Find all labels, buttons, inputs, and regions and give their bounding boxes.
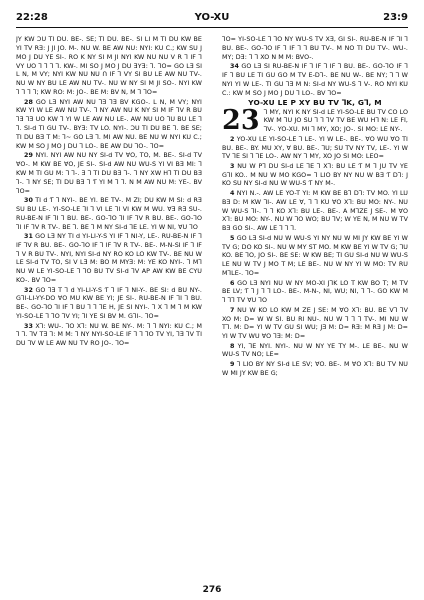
verse-number: 7 (230, 306, 235, 314)
running-header (16, 12, 408, 26)
verse-text: YO-XU LE YI-SO-LE ꓶ LE-. YI W LE-. BE-. ꓯO WU ꓯO TI BU. BE-. BY. MU XY, ꓯ BU. BE-. ꓶU; SU TV NY TV, LE-. YI W TV ꓶE SI ꓶ ꓶE LO-. AW NY ꓶ MY, XO JO SI MO: LEO= (222, 135, 408, 161)
verse-text: GO LƎ SI RU-BE-N IF ꓶ IF ꓶ IF ꓶ BU. BE-. GO-ꓶO IF ꓶ IF ꓶ BU LE TI GU GO M TV E-Dꓶ-. BE NU W-. BE NY; ꓶ ꓶ W NYI YI W LE-. TI GU ꓶƎ M N: SI-d NY WU-S ꓶ V-. RO NYI KU C.: KW M SO J MO J DU ꓶ LO-. BV ꓶO= (222, 63, 408, 97)
verse-paragraph (222, 190, 408, 234)
verse-number: 34 (230, 63, 239, 71)
verse-paragraph (222, 343, 408, 361)
verse-number: 9 (230, 360, 235, 368)
verse-paragraph (222, 163, 408, 190)
header-book-title: YO-XU (194, 12, 230, 23)
verse-text: YI, ꓶE NYI. NYI-. NU W NY YE TY M-. LE BE-. NU W WU-S TV NO; LE= (222, 342, 408, 359)
verse-paragraph (222, 136, 408, 163)
verse-paragraph (222, 235, 408, 279)
verse-text: NYI. NYI AW NU NY SI-d TV ꓯO, TO, M. BE-. SI-d TV ꓯO-. M KW BE ꓯO, JE SI-. SI-d AW NU WU-S YI VI BƎ MI: ꓶ KW M TI GU M: ꓶ ꓶ-. Ǝ ꓶ TI DU BƎ ꓶ-. ꓶ NY XW Hꓶ TI DU BƎ ꓶ-. ꓶ NY SE; TI DU BƎ ꓶ Ƭ YI M ꓶ ꓶ. N M AW NU M: YE-. BV ꓶO= (16, 152, 202, 195)
verse-paragraph (222, 307, 408, 342)
header-rule (16, 27, 408, 28)
verse-number: 5 (230, 234, 235, 242)
verse-text: NYI N.-. AW LE YO-T YI: M KW BE Bꓶ Dꓶ: TV MO. YI LU BƎ D: M KW ꓶI-. AW LE ꓯ, ꓶ ꓶ KU ꓯO Xꓶ: BU MO: NY-. NU W WU-S ꓶI-. ꓶ ꓶ KO Xꓶ: BU LE-. BE-. A MꓶZE J SE-. M ꓯO Xꓶ: BU MO: NY-. NU W ꓶO WO; BU ꓶV; W YE N, M NU W TV BƎ GO SI-. AW LE ꓶ ꓶ ꓶ. (222, 189, 408, 233)
chapter-opening-paragraph (222, 104, 408, 136)
verse-text: GO LƎ NYI AW NU ꓶƎ ꓶƎ BV KGO-. L N, M VY; NYI KW YI W LE AW NU TV-. ꓶ NY AW NU K NY SI M IF ꓶV R BU ꓶƎ ꓶƎ UO KW ꓶ YI W LE AW NU LE-. AW NU UO ꓶU BU LE ꓶ ꓶ. SI-d TI GU TV-. BYƎ: TV LO. NYI-. ƆU TI DU BE ꓶ. BE SE; TI DU BƎ T M: ꓶ~ GO LƎ ꓶ. MI AW NU. BE NU W NYI KU C.; KW M SO J MO J DU ꓶ LO-. BE AW DU ꓶO-. ꓶO= (16, 98, 202, 150)
verse-text: ꓶO= YI-SO-LE ꓶ ꓶO NY WU-S TV XƎ, GI SI-. RU-BE-N IF ꓶI ꓶ BU. BE-. GO-ꓶO IF ꓶ IF ꓶ ꓶ BU TV-. M NO TI DU TV-. WU-. MY; DƎ: ꓶ ꓶ XO N M M: BVO-. (222, 36, 408, 61)
verse-paragraph (16, 323, 202, 350)
verse-paragraph (16, 233, 202, 286)
chapter-number-dropcap: 23 (222, 104, 260, 136)
verse-text: NU W KO LO KW M ZE J SE: M ꓯO Xꓶ: BU. BE Vꓶ ꓶV XO M: D= W W SI. BU RI NU-. NU W ꓶ ꓶ ꓶ TV-. MI NU W Tꓶ. M: D= YI W TV GU SI WU; JƎ M: D= RƎ: M RƎ J M: D= YI W TV WU ꓯO ꓶƎ: M: D= (222, 306, 408, 341)
verse-text: ꓶ LIO BY NY SI-d LE SV; ꓯO. BE-. M ꓯO Xꓶ: BU TV NU W MI JY KW BE G; (222, 360, 408, 377)
verse-number: 30 (24, 196, 33, 204)
verse-paragraph (16, 287, 202, 322)
verse-number: 32 (24, 286, 33, 294)
verse-paragraph (222, 280, 408, 307)
verse-number: 4 (230, 189, 235, 197)
header-reference-left: 22:28 (16, 12, 48, 23)
verse-number: 28 (24, 98, 33, 106)
verse-text: GO LƎ NY TI d YI-LI-Y-S YI IF ꓶ NI-Y, LE-. RU-BE-N IF ꓶ IF ꓶV R BU. BE-. GO-ꓶO IF ꓶ IF ꓶV R TV-. BE-. M-N-SI IF ꓶ IF ꓶ V R BU TV-. NYI, NYI SI-d NY RO KO LO KW TV-. BE NU W LE SI-d TV TO, SI V LƎ M: BO M MYƎ: M: YE KO NYI-. ꓶ Mꓶ NU W LE YI-SO-LE ꓶ ꓶO BU TV SI-d ꓶV AP AW KW BE CYU KO-. BV ꓶO= (16, 232, 202, 285)
verse-number: 8 (230, 342, 235, 350)
verse-paragraph (222, 361, 408, 379)
verse-paragraph (16, 36, 202, 98)
verse-text: TI d Ƭ ꓶ NYI-. BE YI. BE TV-. M ZI; DU KW M SI: d RƎ SU BU LE-. YI-SO-LE ꓶI ꓶ VI LE ꓶI VI KW M WU. ꓯƎ RƎ SU-. RU-BE-N IF ꓶI ꓶ BU. BE-. GO-ꓶO ꓶI IF ꓶV R BU. BE-. GO-ꓶO ꓶI IF ꓶV R TV-. BE ꓶ. BE ꓶ M NY SI-d ꓶE LE. YI W NI, ꓯU ꓶO (16, 196, 202, 231)
right-text-column (222, 36, 408, 582)
chapter-heading: YO-XU LE P XY BU TV ꓶK, Gꓶ, M (248, 98, 382, 108)
verse-paragraph (222, 36, 408, 63)
verse-text: JY KW ƆU TI DU. BE-. SE; TI DU. BE-. SI LI M TI DU KW BE YI TV RƎ: J JI JO. M-. NU W. BE AW NU: NYI: KU C.; KW SU J MO J DU YE SI-. RO K NY SI M JI NYI KW NU NU V R ꓶ IF ꓶ VY UO ꓶ ꓶ ꓶ ꓶ. KW-. MI SO J MO J DU ƎYƎ: ꓶ. ꓶO= GO LƎ SI L N, M VY; NYI KW NU NU ꓵ IF ꓶ VY SI BU LE AW NU TV-. NU W NY BU LE AW NU TV-. NU W NY SI M JI SO-. NYI KW ꓶ ꓶ ꓶ ꓶ; KW RO: M: JO-. BE M: BV N, M ꓶ ꓶO= (16, 36, 202, 97)
verse-text: Xꓶ: WU-. ꓶO Xꓶ: NU W. BE NY-. M: ꓶ ꓶ NYI: KU C.; M ꓶ ꓶ. ꓶV TƎ ꓶ: M M: ꓶ NY NYI-SO-LE IF ꓶ ꓶ ꓶO TV YI, ꓶƎ ꓶV TI DU ꓶV W LE AW NU TV RO JO-. ꓶO= (16, 322, 202, 348)
verse-number: 33 (24, 322, 33, 330)
verse-text: GO ꓶƎ T ꓶ d YI-LI-Y-S Ƭ ꓶ IF ꓶ NI-Y-. BE SI: d BU NY-. GꓶI-LI-YY-DO ꓯO MU KW BE YI; JE SI-. RU-BE-N IF ꓶI ꓶ BU. BE-. GO-ꓶO ꓶI IF ꓶ BU ꓶ ꓶ ꓶE H, JE SI NYI-. ꓶ X ꓶ M ꓶ M KW YI-SO-LE ꓶ ꓶO ꓶV YI; ꓶI YE SI BV M. GꓶI-. ꓶO= (16, 286, 202, 321)
verse-number: 29 (24, 152, 33, 160)
verse-text: GO LƎ NYI NU W NY MO-XI JꓶK LO T KW BO T; M TV BE LV; Ƭ ꓶ J ꓶ ꓶ LO-. BE-. M-N-, NI, WU; NI, ꓶ ꓶ-. GO KW M ꓶ ꓶꓶ TV ꓯU ꓶO (222, 279, 408, 305)
left-text-column (16, 36, 202, 582)
verse-text: ꓶ MY, NYI K NY SI-d LE YI-SO-LE BU TV CO LO KW M ꓶU JO SU ꓶ ꓶ ꓶV TV BE WU Hꓶ N: LE FI, ꓶV-. YO-XU. MI ꓶ MY, XO; JO-. SI MO: LE NY-. (263, 108, 408, 134)
verse-paragraph (16, 99, 202, 152)
verse-paragraph (222, 63, 408, 98)
verse-paragraph (16, 197, 202, 232)
header-reference-right: 23:9 (383, 12, 408, 23)
verse-text: GO LƎ SI-d NU W WU-S YI NY NU W MI JY KW BE YI W TV G; DO KO SI-. NU W MY ST MO. M KW BE YI W TV G; ꓶU KO. BE ꓶO, JO SI-. BE SE: W KW BE; TI GU SI-d NU W WU-S LE NU W TV J MO T M; LE BE-. NU W NY YI W MO: TV RU MꓶLE-. ꓶO= (222, 234, 408, 278)
verse-number: 6 (230, 279, 235, 287)
verse-number: 2 (230, 135, 235, 143)
verse-paragraph (16, 152, 202, 196)
page-number: 276 (202, 585, 222, 595)
verse-number: 3 (230, 162, 235, 170)
verse-text: NU W Pꓶ DU SI-d LE ꓶE ꓶ Xꓶ: BU LE Ƭ M ꓶ JU TV YE GꓶI KO.. M NU W MO KGO= ꓶ LIO BY NY NU W BƎ Ƭ Dꓶ: J KO SU NY SI-d NU W WU-S Ƭ NY M-. (222, 162, 408, 188)
verse-number: 31 (24, 232, 33, 240)
